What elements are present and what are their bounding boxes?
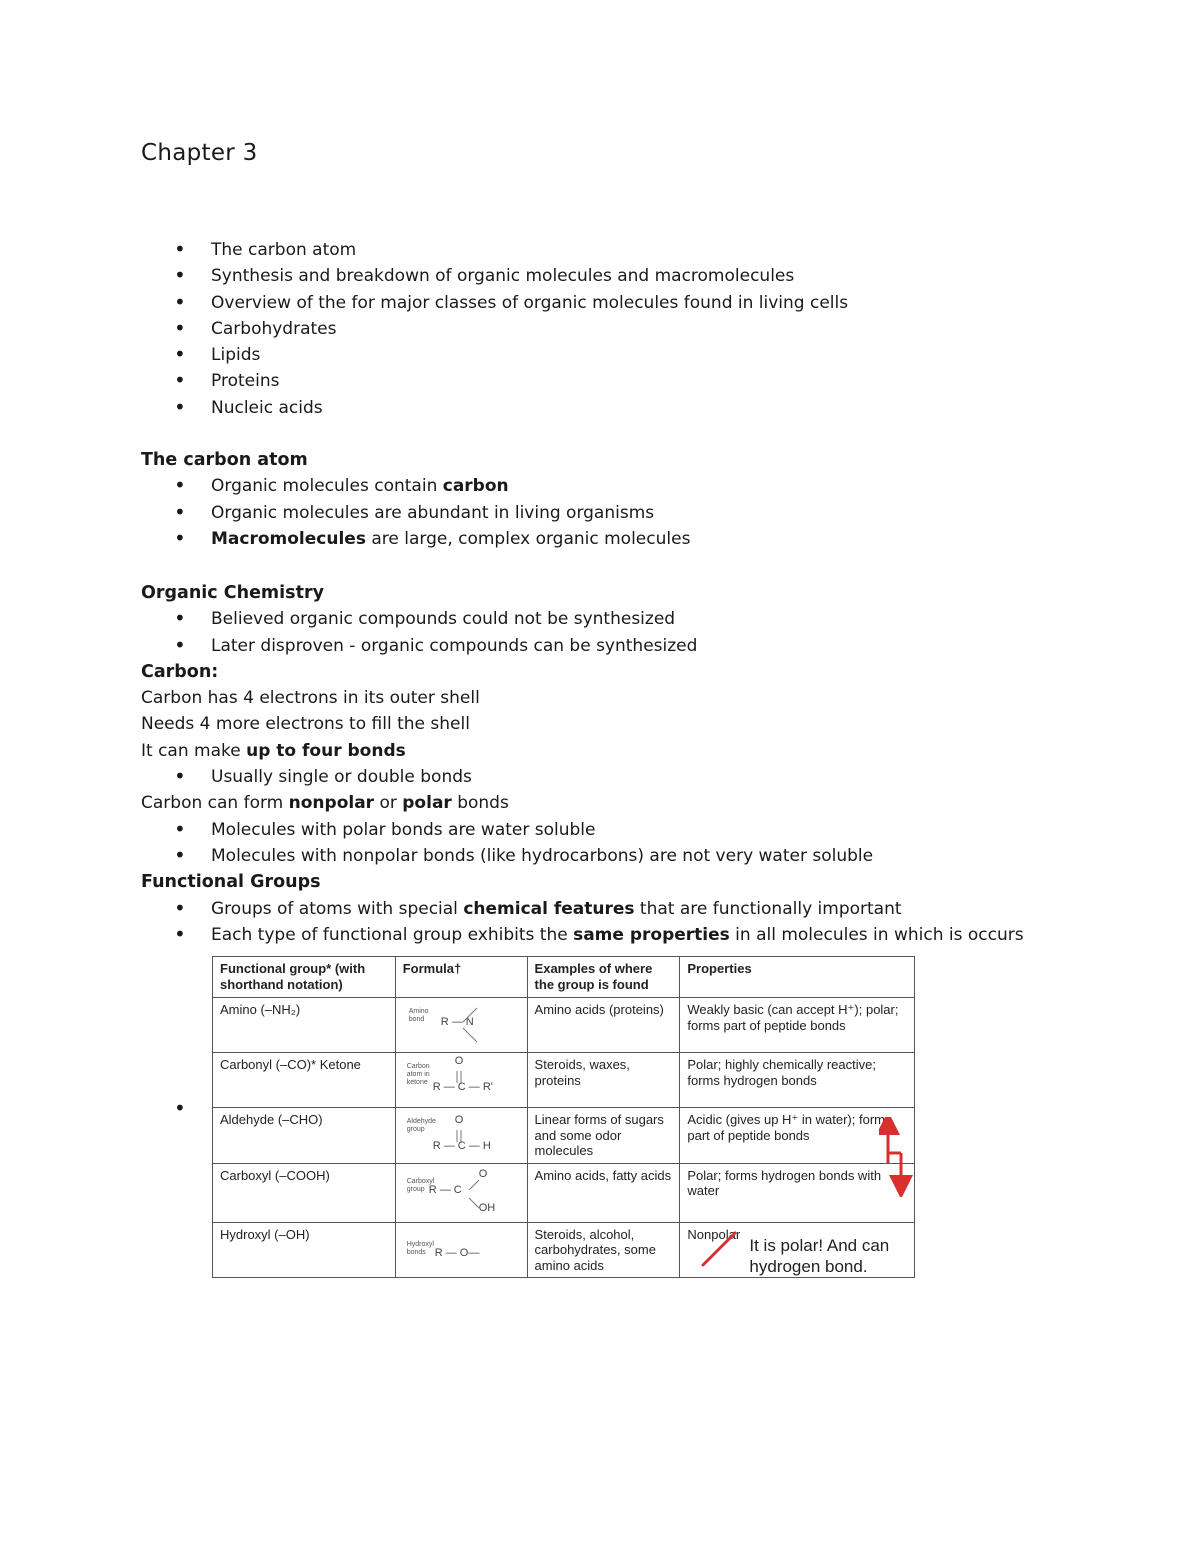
amino-bonds-icon [403,1002,513,1048]
text-line: It can make up to four bonds [141,740,406,761]
section-heading: Carbon: [141,661,219,682]
table-row [213,1222,915,1278]
list-item: • Molecules with polar bonds are water soluble [141,817,1024,843]
double-bond-icon [403,1112,513,1158]
list-item: • Macromolecules are large, complex organic molecules [141,526,690,552]
group-cell: Aldehyde (–CHO) [213,1108,396,1164]
carboxyl-formula: Carboxyl group O R — C OH [403,1168,520,1218]
group-cell: Carboxyl (–COOH) [213,1163,396,1222]
list-item: • Later disproven - organic compounds can be synthesized [141,633,1024,659]
aldehyde-formula: Aldehyde group O R — C — H [403,1112,520,1158]
nonpolar-annotated [687,1226,907,1276]
formula-cell [395,1108,527,1164]
section-heading: Organic Chemistry [141,583,324,603]
amino-formula: Amino bond R — N [403,1002,520,1048]
column-header: Formula† [395,957,527,998]
list-item: • Each type of functional group exhibits the same properties in all molecules in which is occurs [141,922,1024,948]
list-item: • The carbon atom [141,237,848,263]
list-item: • Lipids [141,342,848,368]
list-item: • Usually single or double bonds [141,764,1024,790]
outline-section [141,237,848,421]
text-line: Carbon has 4 electrons in its outer shell [141,688,480,709]
properties-cell: Acidic (gives up H⁺ in water); forms part of peptide bonds [680,1108,915,1164]
properties-cell: Polar; forms hydrogen bonds with water [680,1163,915,1222]
table-row [213,1163,915,1222]
handwritten-annotation: It is polar! And can hydrogen bond. [749,1235,890,1276]
text-line: Carbon can form nonpolar or polar bonds [141,793,509,814]
formula-cell [395,1222,527,1278]
group-cell: Amino (–NH₂) [213,998,396,1053]
table-header-row [213,957,915,998]
formula-cell [395,1163,527,1222]
examples-cell: Steroids, alcohol, carbohydrates, some amino acids [527,1222,680,1278]
list-item: • Carbohydrates [141,316,848,342]
hydroxyl-formula: Hydroxyl bonds R — O— [406,1240,480,1259]
text-line: Needs 4 more electrons to fill the shell [141,714,470,735]
red-swap-arrow-icon [879,1117,913,1197]
formula-cell [395,1053,527,1108]
list-item: • Believed organic compounds could not be synthesized [141,606,1024,632]
list-item: • Groups of atoms with special chemical features that are functionally important [141,896,1024,922]
section-heading: Functional Groups [141,872,321,893]
formula-cell [395,998,527,1053]
list-item: • Overview of the for major classes of organic molecules found in living cells [141,290,848,316]
properties-text: Nonpolar [687,1226,741,1242]
table-bullet: • [174,1096,186,1120]
examples-cell: Steroids, waxes, proteins [527,1053,680,1108]
column-header: Examples of where the group is found [527,957,680,998]
list-item: • Organic molecules are abundant in living organisms [141,500,690,526]
double-bond-icon [403,1057,513,1103]
group-cell: Hydroxyl (–OH) [213,1222,396,1278]
list-item: • Nucleic acids [141,395,848,421]
group-cell: Carbonyl (–CO)* Ketone [213,1053,396,1108]
column-header: Functional group* (with shorthand notation) [213,957,396,998]
examples-cell: Linear forms of sugars and some odor molecules [527,1108,680,1164]
carboxyl-bonds-icon [403,1168,513,1218]
list-item: • Organic molecules contain carbon [141,473,690,499]
page-title: Chapter 3 [141,140,258,166]
list-item: • Synthesis and breakdown of organic molecules and macromolecules [141,263,848,289]
table-row [213,1108,915,1164]
section-heading: The carbon atom [141,450,308,470]
properties-cell [680,1222,915,1278]
list-item: • Proteins [141,368,848,394]
functional-group-table [212,956,915,1278]
examples-cell: Amino acids (proteins) [527,998,680,1053]
table-row [213,998,915,1053]
examples-cell: Amino acids, fatty acids [527,1163,680,1222]
table-row [213,1053,915,1108]
properties-cell: Weakly basic (can accept H⁺); polar; forms part of peptide bonds [680,998,915,1053]
strikethrough-mark-icon [701,1231,741,1267]
carbonyl-formula: Carbon atom in ketone O R — C — R' [403,1057,520,1103]
column-header: Properties [680,957,915,998]
carbon-atom-section [141,447,690,552]
organic-chemistry-section [141,580,1024,948]
list-item: • Molecules with nonpolar bonds (like hydrocarbons) are not very water soluble [141,843,1024,869]
properties-cell: Polar; highly chemically reactive; forms hydrogen bonds [680,1053,915,1108]
